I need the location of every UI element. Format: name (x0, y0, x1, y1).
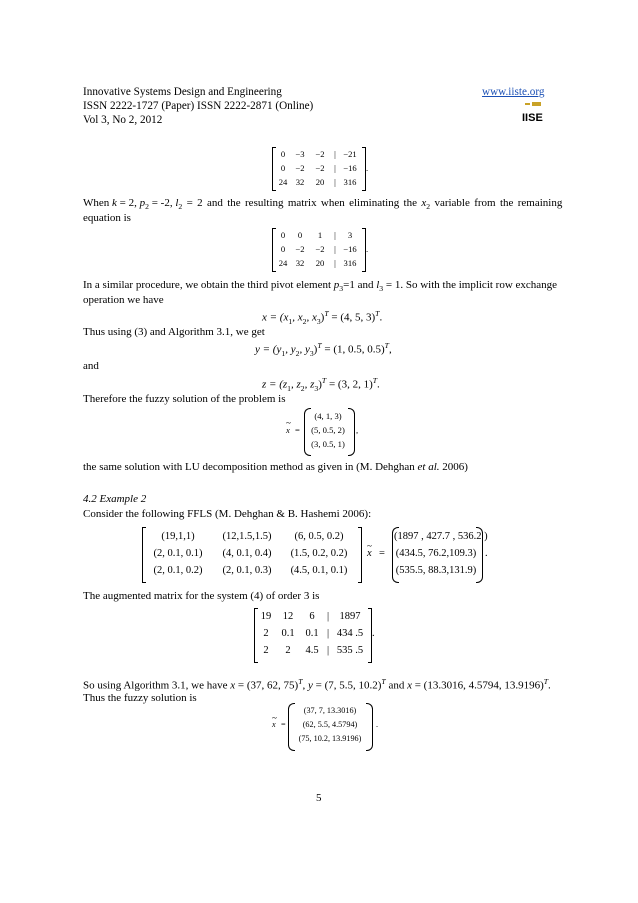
ffls-system (142, 527, 492, 583)
matrix-cell: 0 (280, 163, 286, 173)
equals-sign: = (281, 720, 286, 729)
matrix-cell: −3 (295, 149, 305, 159)
equals-sign: = (295, 425, 300, 435)
matrix-cell: 32 (295, 258, 305, 268)
ffls-cell: (6, 0.5, 0.2) (294, 531, 344, 542)
paragraph-1-line-2: equation is (83, 212, 131, 224)
ffls-cell: (19,1,1) (161, 531, 195, 542)
ffls-rhs-cell: (434.5, 76.2,109.3) (395, 548, 477, 559)
matrix-cell: 19 (260, 611, 272, 622)
ffls-cell: (4.5, 0.1, 0.1) (290, 565, 348, 576)
matrix-cell: 2 (263, 645, 269, 656)
fuzzy-solution-2 (270, 703, 390, 751)
section-heading: 4.2 Example 2 (83, 493, 147, 505)
matrix-cell: | (334, 163, 336, 173)
matrix-cell: 20 (315, 258, 325, 268)
matrix-cell: | (334, 258, 336, 268)
matrix-cell: 6 (309, 611, 315, 622)
equation-x: $x = (x_1$, $x_2$, $x_3)^T = (4$, 5, 3)$^T$. (262, 309, 383, 326)
fuzzy-row: (4, 1, 3) (314, 411, 342, 421)
ffls-cell: (2, 0.1, 0.3) (222, 565, 272, 576)
matrix-cell: 316 (343, 258, 357, 268)
matrix-cell: 2 (285, 645, 291, 656)
matrix-cell: 12 (282, 611, 294, 622)
matrix-cell: −2 (315, 149, 325, 159)
matrix-cell: 20 (315, 177, 325, 187)
paragraph-2-line-2: operation we have (83, 294, 164, 306)
fuzzy-x-symbol: ~ x (272, 720, 276, 729)
equation-z: $z = (z_1$, $z_2$, $z_3)^T = (3$, 2, 1)$^T$. (262, 376, 380, 393)
matrix-cell: −2 (315, 244, 325, 254)
matrix-cell: | (326, 645, 330, 656)
matrix-cell: | (334, 149, 336, 159)
matrix-cell: −16 (343, 244, 357, 254)
ffls-rhs-cell: (1897 , 427.7 , 536.2 ) (394, 531, 488, 542)
matrix-cell: 4.5 (305, 645, 319, 656)
matrix-trailing-punct: . (366, 163, 369, 173)
journal-logo (522, 101, 548, 125)
matrix-trailing-punct: . (366, 244, 369, 254)
page-number: 5 (316, 792, 322, 804)
matrix-cell: −16 (343, 163, 357, 173)
matrix-cell: −2 (315, 163, 325, 173)
matrix-cell: | (326, 628, 330, 639)
ffls-rhs-cell: (535.5, 88.3,131.9) (395, 565, 477, 576)
matrix-cell: 0.1 (281, 628, 295, 639)
matrix-cell: −2 (295, 244, 305, 254)
matrix-1 (272, 147, 372, 190)
fuzzy-solution-1 (284, 408, 364, 456)
volume-line: Vol 3, No 2, 2012 (83, 114, 163, 126)
paragraph-2-line-1: In a similar procedure, we obtain the third pivot element $p_3=1$ and $l_3 = 1$. So with the implicit row exchange (83, 279, 558, 294)
line-same-solution: the same solution with LU decomposition method as given in (M. Dehghan et al. 2006) (83, 461, 468, 473)
matrix-cell: | (334, 177, 336, 187)
journal-url-link[interactable]: www.iiste.org (482, 86, 545, 98)
ffls-cell: (2, 0.1, 0.2) (153, 565, 203, 576)
fuzzy-row: (62, 5.5, 4.5794) (302, 720, 358, 729)
matrix-3 (254, 608, 384, 663)
matrix-cell: 3 (347, 230, 353, 240)
matrix-cell: 0 (280, 149, 286, 159)
matrix-trailing-punct: . (372, 628, 375, 639)
matrix-cell: | (334, 244, 336, 254)
matrix-cell: 2 (263, 628, 269, 639)
trailing-punct: . (376, 720, 379, 729)
logo-lettering: IISE (522, 112, 543, 124)
matrix-cell: 32 (295, 177, 305, 187)
matrix-cell: 535 .5 (336, 645, 364, 656)
matrix-cell: | (334, 230, 336, 240)
line-and: and (83, 360, 99, 372)
line-thus: Thus using (3) and Algorithm 3.1, we get (83, 326, 265, 338)
matrix-cell: 0 (297, 230, 303, 240)
fuzzy-row: (3, 0.5, 1) (311, 439, 345, 449)
trailing-punct: , (356, 425, 359, 435)
fuzzy-x-symbol: ~ x (367, 548, 372, 559)
matrix-cell: −2 (295, 163, 305, 173)
ffls-cell: (1.5, 0.2, 0.2) (290, 548, 348, 559)
line-augmented: The augmented matrix for the system (4) of order 3 is (83, 590, 320, 602)
equals-sign: = (379, 548, 385, 559)
matrix-cell: 0.1 (305, 628, 319, 639)
matrix-cell: 1897 (339, 611, 361, 622)
matrix-cell: 24 (278, 177, 288, 187)
paragraph-3: So using Algorithm 3.1, we have x = (37, 62, 75)$^T$, y = (7, 5.5, 10.2)$^T$ and x = (13.3016, 4.5794, 13.9196)$^T$. (83, 677, 551, 692)
ffls-cell: (2, 0.1, 0.1) (153, 548, 203, 559)
issn-line: ISSN 2222-1727 (Paper) ISSN 2222-2871 (Online) (83, 100, 314, 112)
journal-title: Innovative Systems Design and Engineering (83, 86, 282, 98)
line-consider: Consider the following FFLS (M. Dehghan & B. Hashemi 2006): (83, 508, 372, 520)
fuzzy-x-symbol: ~ x (286, 425, 290, 435)
matrix-cell: 0 (280, 230, 286, 240)
matrix-cell: −21 (343, 149, 357, 159)
matrix-cell: | (326, 611, 330, 622)
ffls-cell: (4, 0.1, 0.4) (222, 548, 272, 559)
equation-y: $y = (y_1$, $y_2$, $y_3)^T = (1$, 0.5, 0.5)$^T$, (255, 341, 392, 358)
paragraph-1-line-1: When k = 2, $p_2 = -2$, $l_2 = 2$ and the resulting matrix when eliminating the $x_2$ variable from the remaining (83, 197, 563, 212)
matrix-cell: 0 (280, 244, 286, 254)
trailing-punct: . (485, 548, 488, 559)
matrix-cell: 1 (317, 230, 323, 240)
fuzzy-row: (75, 10.2, 13.9196) (298, 734, 362, 743)
fuzzy-row: (5, 0.5, 2) (311, 425, 345, 435)
fuzzy-row: (37, 7, 13.3016) (303, 706, 357, 715)
matrix-cell: 24 (278, 258, 288, 268)
ffls-cell: (12,1.5,1.5) (222, 531, 272, 542)
matrix-cell: 316 (343, 177, 357, 187)
matrix-2 (272, 228, 372, 271)
matrix-cell: 434 .5 (336, 628, 364, 639)
line-therefore: Therefore the fuzzy solution of the problem is (83, 393, 286, 405)
line-thus-fuzzy: Thus the fuzzy solution is (83, 692, 197, 704)
